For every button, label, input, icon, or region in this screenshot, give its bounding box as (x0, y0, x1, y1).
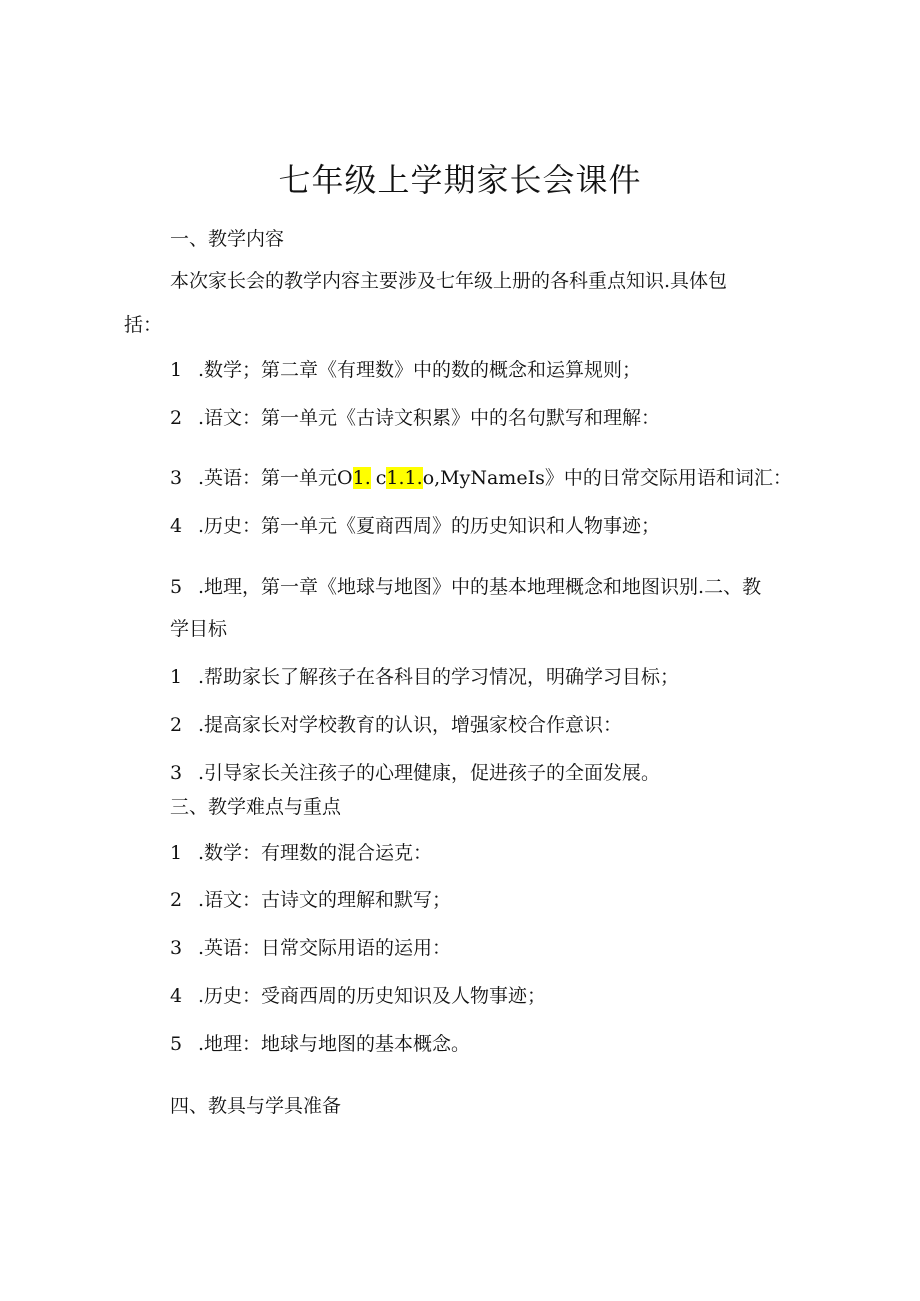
list-item-text: .历史：受商西周的历史知识及人物事迹； (198, 985, 547, 1007)
list-item-number: 2 (170, 714, 183, 736)
list-item-text: .数学：有理数的混合运克： (198, 842, 433, 864)
list-item-number: 4 (170, 515, 183, 537)
document-title: 七年级上学期家长会课件 (278, 161, 642, 199)
section-3-heading: 三、教学难点与重点 (170, 796, 342, 818)
list-item-text: .地理，第一章《地球与地图》中的基本地理概念和地图识别.二、教 (198, 576, 762, 598)
list-item (170, 513, 660, 539)
list-item-text: .数学；第二章《有理数》中的数的概念和运算规则； (198, 359, 642, 381)
list-item (170, 405, 660, 431)
list-item (170, 983, 546, 1009)
list-item (170, 840, 432, 866)
list-item-text: .引导家长关注孩子的心理健康，促进孩子的全面发展。 (198, 762, 661, 784)
list-item-text: .英语：日常交际用语的运用： (198, 937, 452, 959)
list-item (170, 574, 761, 600)
list-item-number: 3 (170, 937, 183, 959)
list-item-number: 2 (170, 407, 183, 429)
list-item-text-before: .英语：第一单元O (198, 467, 353, 489)
list-item (170, 1031, 470, 1057)
section-4-heading: 四、教具与学具准备 (170, 1095, 342, 1117)
list-item-text-after: o,MyNameIs》中的日常交际用语和词汇： (422, 467, 792, 489)
list-item-text: .地理：地球与地图的基本概念。 (198, 1033, 471, 1055)
list-item-number: 1 (170, 666, 183, 688)
list-item-text-mid: c (375, 467, 387, 489)
list-item (170, 935, 451, 961)
list-item (170, 887, 451, 913)
list-item-text: .提高家长对学校教育的认识，增强家校合作意识： (198, 714, 623, 736)
list-item-number: 4 (170, 985, 183, 1007)
list-item-number: 5 (170, 1033, 183, 1055)
list-item-text: .历史：第一单元《夏商西周》的历史知识和人物事迹； (198, 515, 661, 537)
section-1-intro-line-1: 本次家长会的教学内容主要涉及七年级上册的各科重点知识.具体包 (170, 270, 728, 292)
list-item (170, 760, 660, 786)
highlighted-text: 1.1. (386, 467, 423, 489)
list-item-number: 2 (170, 889, 183, 911)
list-item-text: .语文：古诗文的理解和默写； (198, 889, 452, 911)
list-item (170, 712, 622, 738)
list-item-number: 1 (170, 359, 183, 381)
list-item-number: 3 (170, 762, 183, 784)
list-item-number: 1 (170, 842, 183, 864)
list-item (170, 357, 641, 383)
list-item-text: .语文：第一单元《古诗文积累》中的名句默写和理解： (198, 407, 661, 429)
section-1-intro-line-2: 括： (124, 314, 163, 336)
list-item-text: .帮助家长了解孩子在各科目的学习情况，明确学习目标； (198, 666, 680, 688)
list-item-number: 5 (170, 576, 183, 598)
section-1-heading: 一、教学内容 (170, 228, 285, 250)
list-item (170, 664, 679, 690)
list-item (170, 465, 792, 491)
list-item-number: 3 (170, 467, 183, 489)
section-2-heading: 学目标 (170, 618, 228, 640)
highlighted-text: 1. (352, 467, 371, 489)
